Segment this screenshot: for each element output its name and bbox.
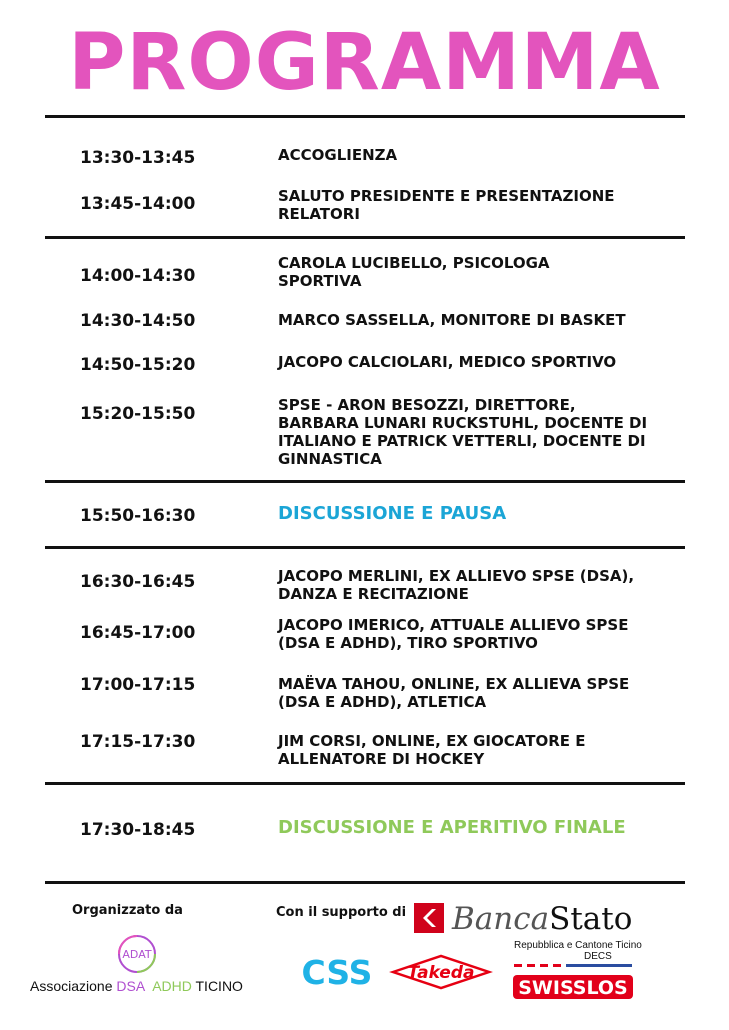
session-description: CAROLA LUCIBELLO, PSICOLOGA SPORTIVA <box>278 254 550 290</box>
session-description: MAËVA TAHOU, ONLINE, EX ALLIEVA SPSE (DSA E ADHD), ATLETICA <box>278 675 630 711</box>
bancastato-logo <box>412 899 642 939</box>
supporto-label: Con il supporto di <box>276 905 407 920</box>
time-slot: 14:50-15:20 <box>80 355 196 375</box>
association-name: Associazione DSA ADHD TICINO <box>30 978 243 994</box>
svg-text:SWISSLOS: SWISSLOS <box>518 977 628 999</box>
divider <box>45 782 685 785</box>
swisslos-logo <box>513 963 633 1001</box>
takeda-logo <box>389 954 493 990</box>
time-slot: 17:15-17:30 <box>80 732 196 752</box>
divider <box>45 236 685 239</box>
session-description: MARCO SASSELLA, MONITORE DI BASKET <box>278 311 626 329</box>
time-slot: 13:45-14:00 <box>80 194 196 214</box>
css-logo <box>297 954 377 990</box>
divider <box>45 115 685 118</box>
page-title: PROGRAMMA <box>68 18 661 108</box>
time-slot: 14:30-14:50 <box>80 311 196 331</box>
divider <box>45 546 685 549</box>
session-description: SPSE - ARON BESOZZI, DIRETTORE, BARBARA LUNARI RUCKSTUHL, DOCENTE DI ITALIANO E PATRICK VETTERLI, DOCENTE DI GINNASTICA <box>278 396 648 468</box>
time-slot: 15:20-15:50 <box>80 404 196 424</box>
session-description: SALUTO PRESIDENTE E PRESENTAZIONE RELATORI <box>278 187 615 223</box>
time-slot: 17:30-18:45 <box>80 820 196 840</box>
time-slot: 14:00-14:30 <box>80 266 196 286</box>
time-slot: 13:30-13:45 <box>80 148 196 168</box>
time-slot: 16:30-16:45 <box>80 572 196 592</box>
session-description: JACOPO MERLINI, EX ALLIEVO SPSE (DSA), DANZA E RECITAZIONE <box>278 567 635 603</box>
svg-text:ADAT: ADAT <box>122 948 152 961</box>
svg-text:Takeda: Takeda <box>407 963 475 983</box>
time-slot: 17:00-17:15 <box>80 675 196 695</box>
svg-text:CSS: CSS <box>301 954 373 990</box>
session-description: JACOPO IMERICO, ATTUALE ALLIEVO SPSE (DSA E ADHD), TIRO SPORTIVO <box>278 616 629 652</box>
time-slot: 16:45-17:00 <box>80 623 196 643</box>
svg-text:BancaStato: BancaStato <box>452 901 633 937</box>
divider <box>45 881 685 884</box>
session-description: JIM CORSI, ONLINE, EX GIOCATORE E ALLENATORE DI HOCKEY <box>278 732 586 768</box>
session-description: DISCUSSIONE E PAUSA <box>278 503 507 524</box>
time-slot: 15:50-16:30 <box>80 506 196 526</box>
session-description: DISCUSSIONE E APERITIVO FINALE <box>278 817 626 838</box>
session-description: ACCOGLIENZA <box>278 146 398 164</box>
repubblica-text: Repubblica e Cantone Ticino DECS <box>514 940 642 962</box>
divider <box>45 480 685 483</box>
organizzato-label: Organizzato da <box>72 903 183 918</box>
session-description: JACOPO CALCIOLARI, MEDICO SPORTIVO <box>278 353 617 371</box>
adat-logo <box>112 933 162 975</box>
